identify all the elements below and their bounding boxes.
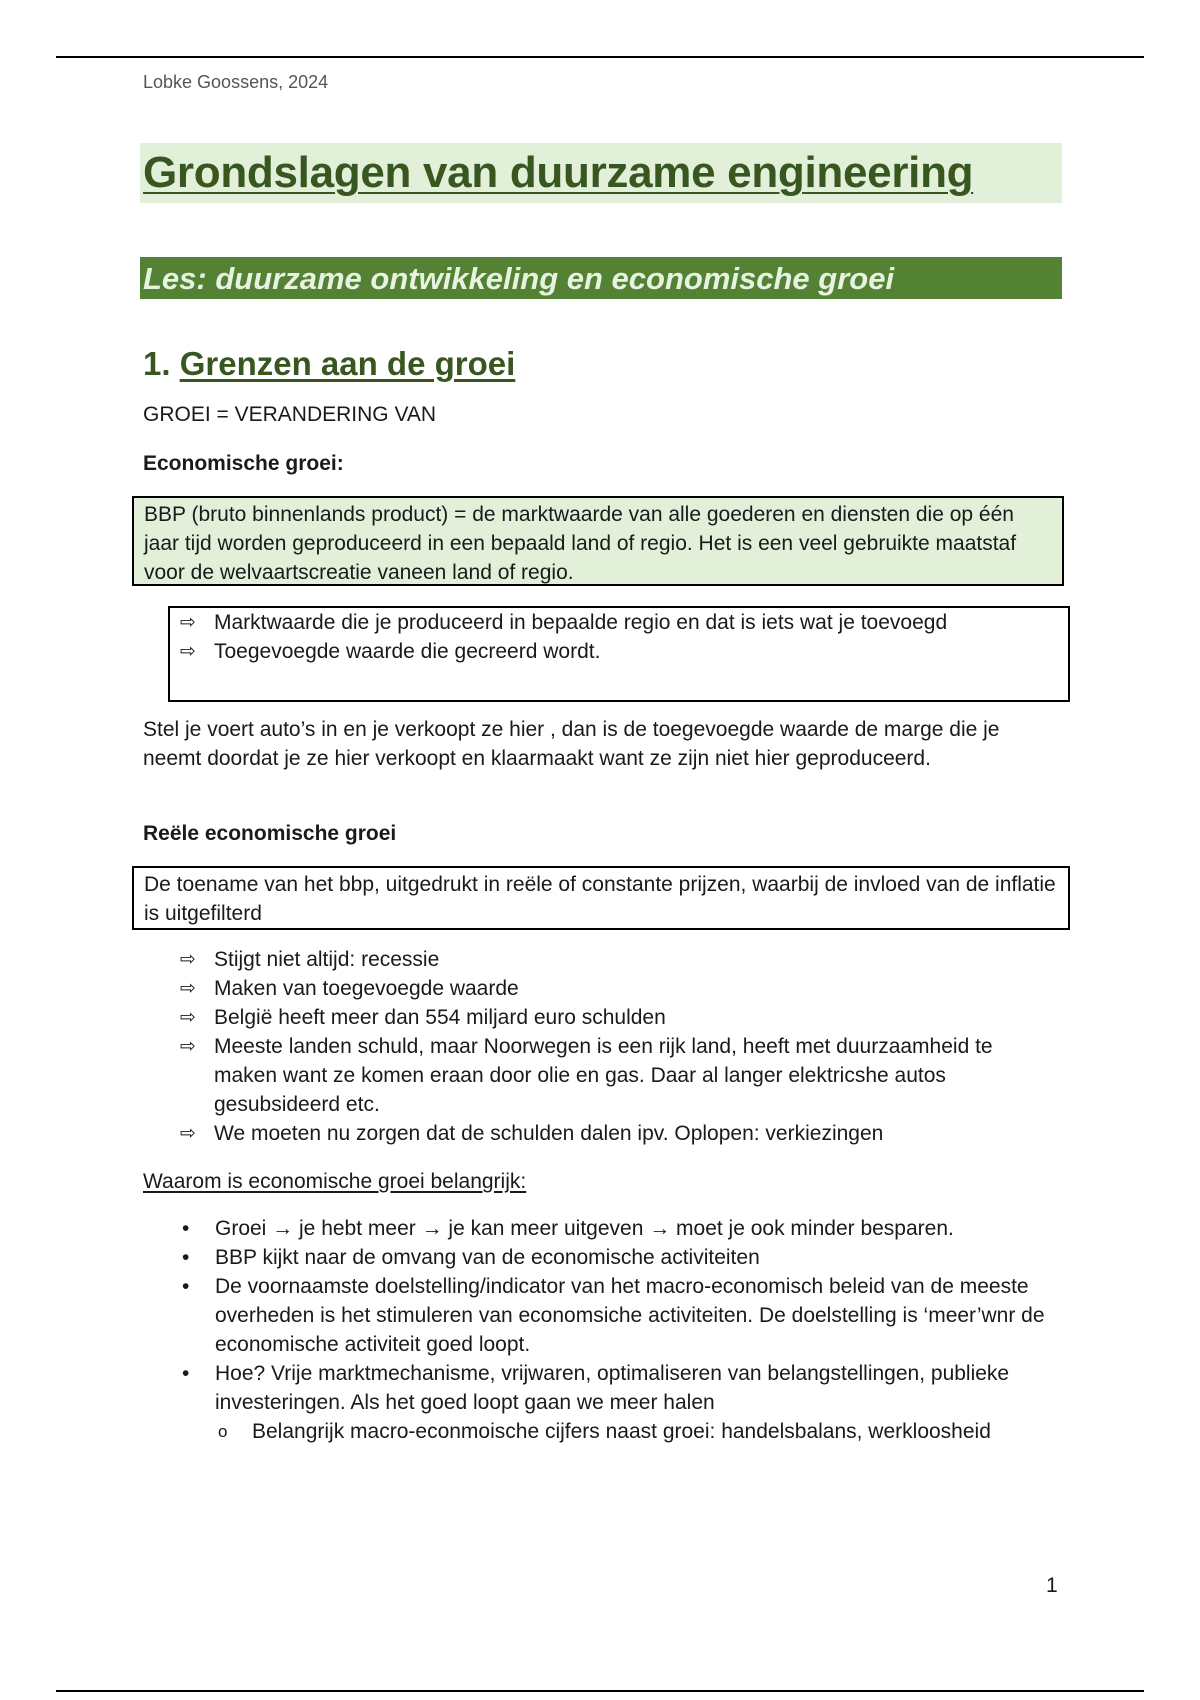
list-item: • De voornaamste doelstelling/indicator van het macro-economisch beleid van de meeste overheden is het stimuleren van economsiche activiteiten. De doelstelling is ‘meer’wnr de economische activiteit goed loopt. (180, 1272, 1060, 1359)
bullet-icon: • (182, 1246, 190, 1269)
top-rule (56, 56, 1144, 58)
list-item: ⇨ België heeft meer dan 554 miljard euro schulden (180, 1003, 1040, 1032)
bullet-icon: • (182, 1362, 190, 1385)
arrow-icon: ⇨ (180, 949, 196, 970)
arrow-icon: ⇨ (180, 641, 196, 662)
reele-groei-heading: Reële economische groei (143, 822, 397, 845)
list-item: ⇨ Stijgt niet altijd: recessie (180, 945, 1040, 974)
list-item: ⇨ Toegevoegde waarde die gecreerd wordt. (180, 637, 980, 666)
bullet-icon: • (182, 1275, 190, 1298)
arrow-icon: ⇨ (180, 978, 196, 999)
reele-notes-list (180, 945, 1040, 1148)
list-item: ⇨ Maken van toegevoegde waarde (180, 974, 1040, 1003)
bottom-rule (56, 1690, 1144, 1692)
econ-groei-heading: Economische groei: (143, 452, 344, 475)
section-number: 1. (143, 345, 171, 382)
waarom-list (180, 1214, 1060, 1446)
list-item: • BBP kijkt naar de omvang van de economische activiteiten (180, 1243, 1060, 1272)
arrow-icon: ⇨ (180, 1123, 196, 1144)
groei-line: GROEI = VERANDERING VAN (143, 403, 437, 426)
reele-definition-box (132, 866, 1070, 930)
page-number: 1 (1046, 1574, 1058, 1597)
list-item: o Belangrijk macro-econmoische cijfers naast groei: handelsbalans, werkloosheid (180, 1417, 1060, 1446)
list-item: ⇨ Meeste landen schuld, maar Noorwegen is een rijk land, heeft met duurzaamheid te maken want ze komen eraan door olie en gas. Daar al langer elektricshe autos gesubsideerd etc. (180, 1032, 1040, 1119)
bullet-icon: • (182, 1217, 190, 1240)
arrow-icon: ⇨ (180, 1007, 196, 1028)
list-item: • Hoe? Vrije marktmechanisme, vrijwaren, optimaliseren van belangstellingen, publieke investeringen. Als het goed loopt gaan we meer halen o Belangrijk macro-econmoische cijfers naast groei: handelsbalans, werkloosheid (180, 1359, 1060, 1446)
section-heading (143, 345, 515, 383)
bbp-definition-box (132, 496, 1064, 586)
example-paragraph: Stel je voert auto’s in en je verkoopt ze hier , dan is de toegevoegde waarde de marge die je neemt doordat je ze hier verkoopt en klaarmaakt want ze zijn niet hier geproduceerd. (143, 718, 1000, 770)
reele-definition-text: De toename van het bbp, uitgedrukt in reële of constante prijzen, waarbij de invloed van de inflatie is uitgefilterd (144, 873, 1056, 925)
author-line: Lobke Goossens, 2024 (143, 72, 329, 92)
waarom-sub-list (180, 1417, 1060, 1446)
lesson-title: Les: duurzame ontwikkeling en economische groei (143, 261, 895, 296)
list-item: ⇨ Marktwaarde die je produceerd in bepaalde regio en dat is iets wat je toevoegd (180, 608, 980, 637)
circle-bullet-icon: o (218, 1422, 228, 1441)
arrow-icon: ⇨ (180, 1036, 196, 1057)
document-title: Grondslagen van duurzame engineering (143, 148, 974, 197)
waarom-heading: Waarom is economische groei belangrijk: (143, 1170, 527, 1193)
list-item: • Groei → je hebt meer → je kan meer uitgeven → moet je ook minder besparen. (180, 1214, 1060, 1243)
arrow-icon: ⇨ (180, 612, 196, 633)
section-title: Grenzen aan de groei (179, 345, 516, 382)
bbp-notes-list (180, 608, 980, 666)
list-item: ⇨ We moeten nu zorgen dat de schulden dalen ipv. Oplopen: verkiezingen (180, 1119, 1040, 1148)
bbp-definition-text: BBP (bruto binnenlands product) = de marktwaarde van alle goederen en diensten die op één jaar tijd worden geproduceerd in een bepaald land of regio. Het is een veel gebruikte maatstaf voor de welvaartscreatie vaneen land of regio. (144, 503, 1017, 584)
